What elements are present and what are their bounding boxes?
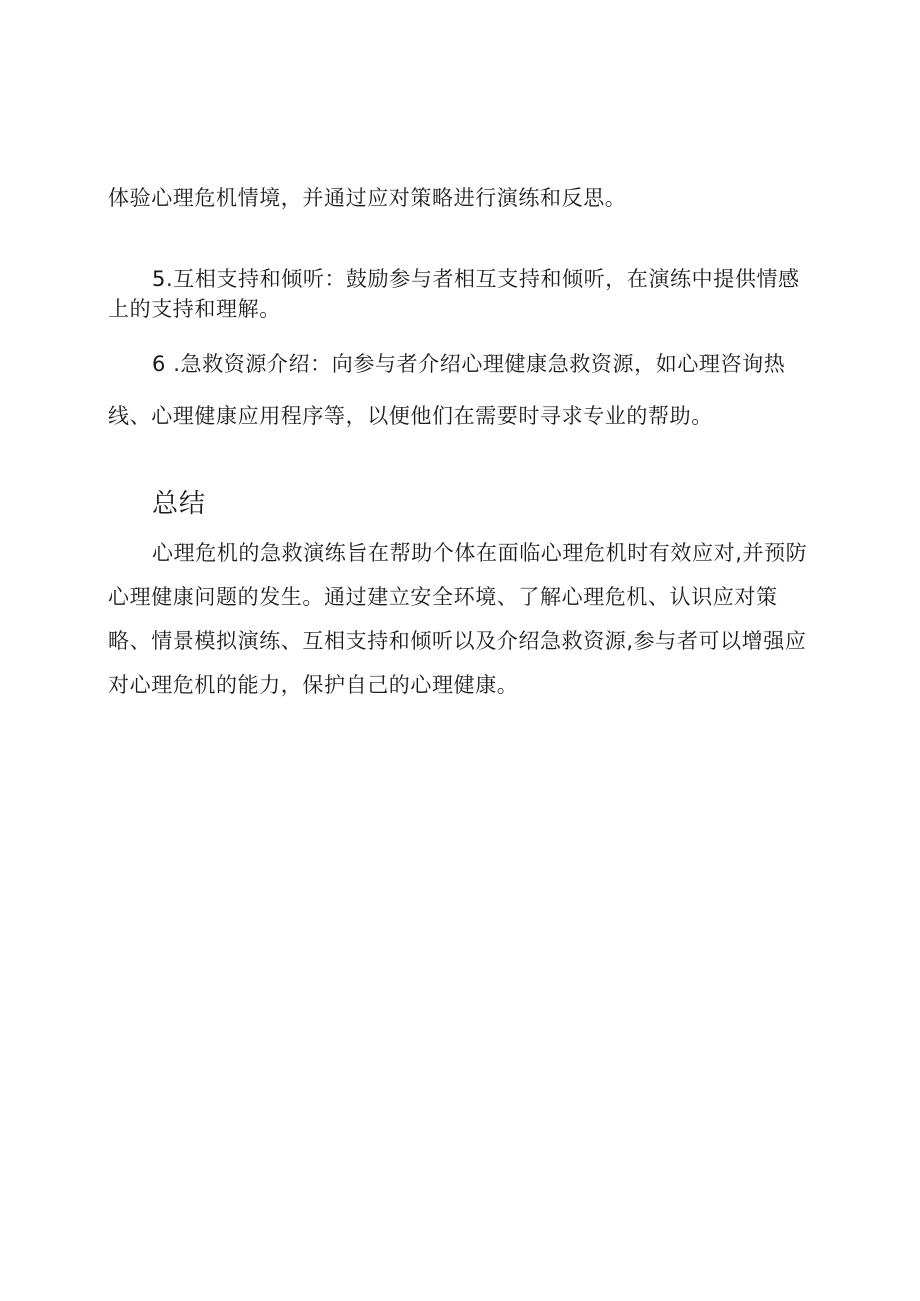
continued-paragraph	[108, 178, 820, 219]
summary-paragraph	[108, 531, 820, 707]
list-item-6-number: 6 .	[152, 352, 181, 376]
list-item-6	[108, 338, 820, 442]
list-item-5-text: 互相支持和倾听：鼓励参与者相互支持和倾听，在演练中提供情感上的支持和理解。	[108, 267, 800, 321]
list-item-5-number: 5.	[152, 267, 174, 291]
list-item-6-text: 急救资源介绍：向参与者介绍心理健康急救资源，如心理咨询热线、心理健康应用程序等，以便他们在需要时寻求专业的帮助。	[108, 352, 786, 428]
summary-heading: 总结	[152, 489, 207, 519]
list-item-5	[108, 264, 820, 324]
continued-paragraph-text: 体验心理危机情境，并通过应对策略进行演练和反思。	[108, 186, 627, 210]
summary-paragraph-text: 心理危机的急救演练旨在帮助个体在面临心理危机时有效应对,并预防心理健康问题的发生。通过建立安全环境、了解心理危机、认识应对策略、情景模拟演练、互相支持和倾听以及介绍急救资源,参与者可以增强应对心理危机的能力，保护自己的心理健康。	[108, 541, 808, 697]
